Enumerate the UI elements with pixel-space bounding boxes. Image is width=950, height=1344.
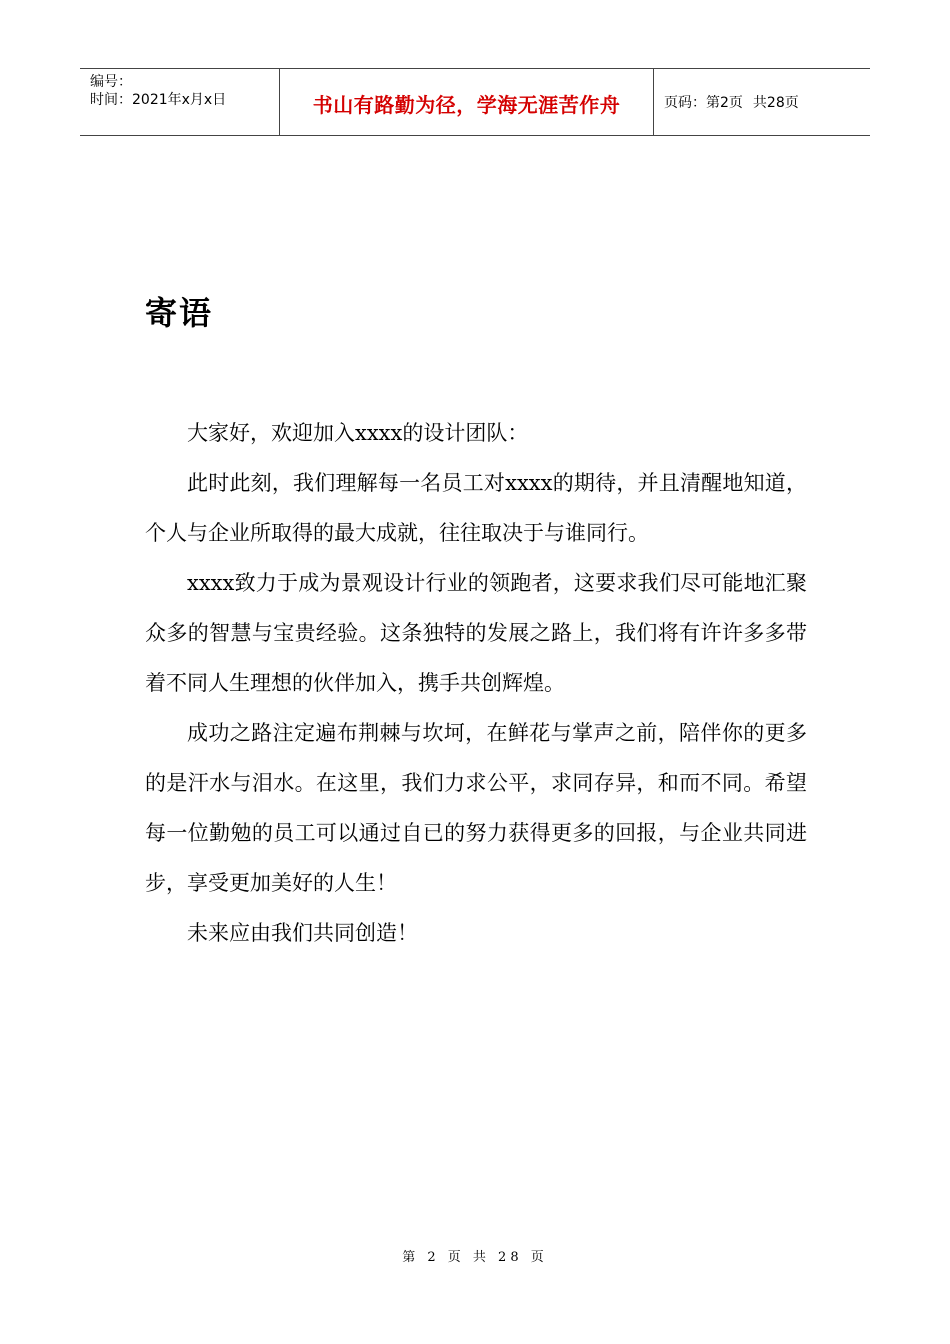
header-page-number: 页码：第2页 [664, 95, 743, 111]
paragraph-challenge: 成功之路注定遍布荆棘与坎坷，在鲜花与掌声之前，陪伴你的更多的是汗水与泪水。在这里，我们力求公平，求同存异，和而不同。希望每一位勤勉的员工可以通过自已的努力获得更多的回报，与企业共同进步，享受更加美好的人生！ [145, 721, 807, 895]
header-meta [80, 69, 280, 135]
header-time-label: 时间：2021年x月x日 [90, 92, 227, 108]
document-title: 寄语 [145, 294, 214, 332]
paragraph-expectation: 此时此刻，我们理解每一名员工对xxxx的期待，并且清醒地知道，个人与企业所取得的最大成就，往往取决于与谁同行。 [145, 471, 807, 545]
page-header [80, 68, 870, 136]
header-number-label: 编号： [90, 74, 132, 90]
paragraph-greeting: 大家好，欢迎加入xxxx的设计团队： [187, 421, 529, 445]
paragraph-closing: 未来应由我们共同创造！ [187, 921, 418, 945]
page-footer: 第 2 页 共 28 页 [402, 1250, 548, 1265]
header-total-pages: 共28页 [752, 95, 799, 111]
header-motto: 书山有路勤为径，学海无涯苦作舟 [280, 69, 654, 135]
paragraph-mission: xxxx致力于成为景观设计行业的领跑者，这要求我们尽可能地汇聚众多的智慧与宝贵经验。这条独特的发展之路上，我们将有许许多多带着不同人生理想的伙伴加入，携手共创辉煌。 [145, 571, 807, 695]
header-page-info [654, 69, 870, 135]
document-body [145, 408, 807, 958]
